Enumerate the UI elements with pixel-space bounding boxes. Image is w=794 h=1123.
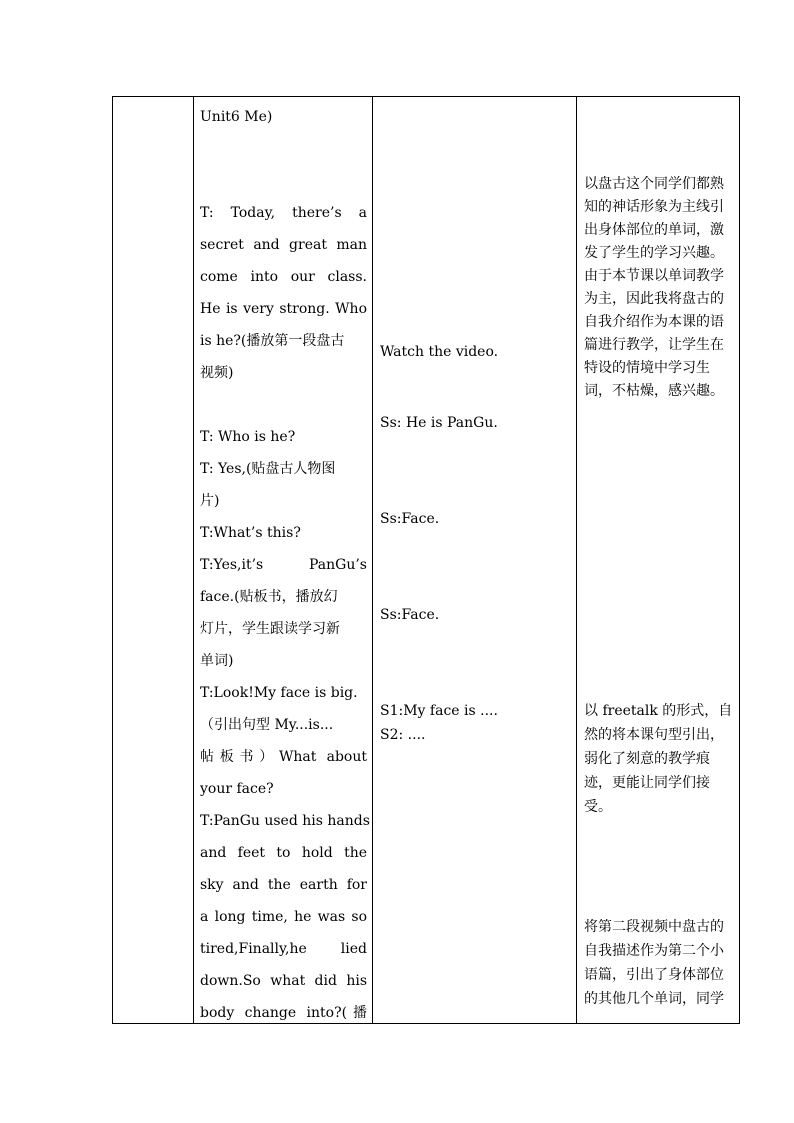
text-line: Ss:Face. bbox=[380, 511, 440, 527]
text-line: 为主，因此我将盘古的 bbox=[584, 291, 724, 307]
text-line: 迹，更能让同学们接 bbox=[584, 775, 710, 791]
text-line: 自我描述作为第二个小 bbox=[584, 943, 724, 959]
text-line: 篇进行教学，让学生在 bbox=[584, 337, 724, 353]
text-line: 视频) bbox=[200, 365, 234, 381]
text-line: 特设的情境中学习生 bbox=[584, 360, 710, 376]
text-line: 将第二段视频中盘古的 bbox=[584, 919, 724, 935]
text-line: 片) bbox=[200, 493, 220, 509]
text-line: body change into?(播 bbox=[200, 1005, 367, 1021]
text-line: 然的将本课句型引出， bbox=[584, 727, 724, 743]
column-divider bbox=[576, 97, 577, 1023]
text-line: T: Yes,(贴盘古人物图 bbox=[200, 461, 336, 477]
text-line: 发了学生的学习兴趣。 bbox=[584, 245, 724, 261]
text-line: face.(贴板书，播放幻 bbox=[200, 589, 338, 605]
text-line: a long time, he was so bbox=[200, 909, 367, 925]
text-line: （引出句型 My...is... bbox=[200, 717, 334, 733]
text-line: 弱化了刻意的教学痕 bbox=[584, 751, 710, 767]
design-intent-column bbox=[578, 97, 738, 1023]
text-line: Watch the video. bbox=[380, 344, 499, 360]
text-line: is he?(播放第一段盘古 bbox=[200, 333, 345, 349]
text-line: tired,Finally,he lied bbox=[200, 941, 367, 957]
teacher-activity-column bbox=[194, 97, 371, 1023]
text-line: Unit6 Me) bbox=[200, 109, 273, 125]
student-activity-column bbox=[374, 97, 574, 1023]
text-line: T:Yes,it’s PanGu’s bbox=[200, 557, 367, 573]
text-line: T:PanGu used his hands bbox=[200, 813, 370, 829]
text-line: 以 freetalk 的形式，自 bbox=[584, 703, 733, 719]
text-line: 语篇，引出了身体部位 bbox=[584, 967, 724, 983]
text-line: T:What’s this? bbox=[200, 525, 301, 541]
text-line: and feet to hold the bbox=[200, 845, 367, 861]
text-line: 词，不枯燥，感兴趣。 bbox=[584, 383, 724, 399]
text-line: 的其他几个单词，同学 bbox=[584, 991, 724, 1007]
text-line: Ss:Face. bbox=[380, 607, 440, 623]
text-line: down.So what did his bbox=[200, 973, 367, 989]
text-line: 受。 bbox=[584, 799, 612, 815]
text-line: T: Who is he? bbox=[200, 429, 296, 445]
text-line: 以盘古这个同学们都熟 bbox=[584, 176, 724, 192]
text-line: Ss: He is PanGu. bbox=[380, 415, 498, 431]
text-line: 自我介绍作为本课的语 bbox=[584, 314, 724, 330]
text-line: secret and great man bbox=[200, 237, 367, 253]
text-line: S2: .... bbox=[380, 727, 426, 743]
text-line: 由于本节课以单词教学 bbox=[584, 268, 724, 284]
column-divider bbox=[372, 97, 373, 1023]
text-line: 帖板书）What about bbox=[200, 749, 367, 765]
text-line: 灯片，学生跟读学习新 bbox=[200, 621, 340, 637]
text-line: S1:My face is .... bbox=[380, 703, 498, 719]
text-line: 出身体部位的单词，激 bbox=[584, 222, 724, 238]
text-line: 知的神话形象为主线引 bbox=[584, 199, 724, 215]
text-line: sky and the earth for bbox=[200, 877, 367, 893]
text-line: T:Look!My face is big. bbox=[200, 685, 358, 701]
text-line: T: Today, there’s a bbox=[200, 205, 367, 221]
text-line: your face? bbox=[200, 781, 274, 797]
text-line: 单词) bbox=[200, 653, 234, 669]
lesson-plan-table bbox=[112, 96, 740, 1024]
text-line: come into our class. bbox=[200, 269, 367, 285]
text-line: He is very strong. Who bbox=[200, 301, 367, 317]
